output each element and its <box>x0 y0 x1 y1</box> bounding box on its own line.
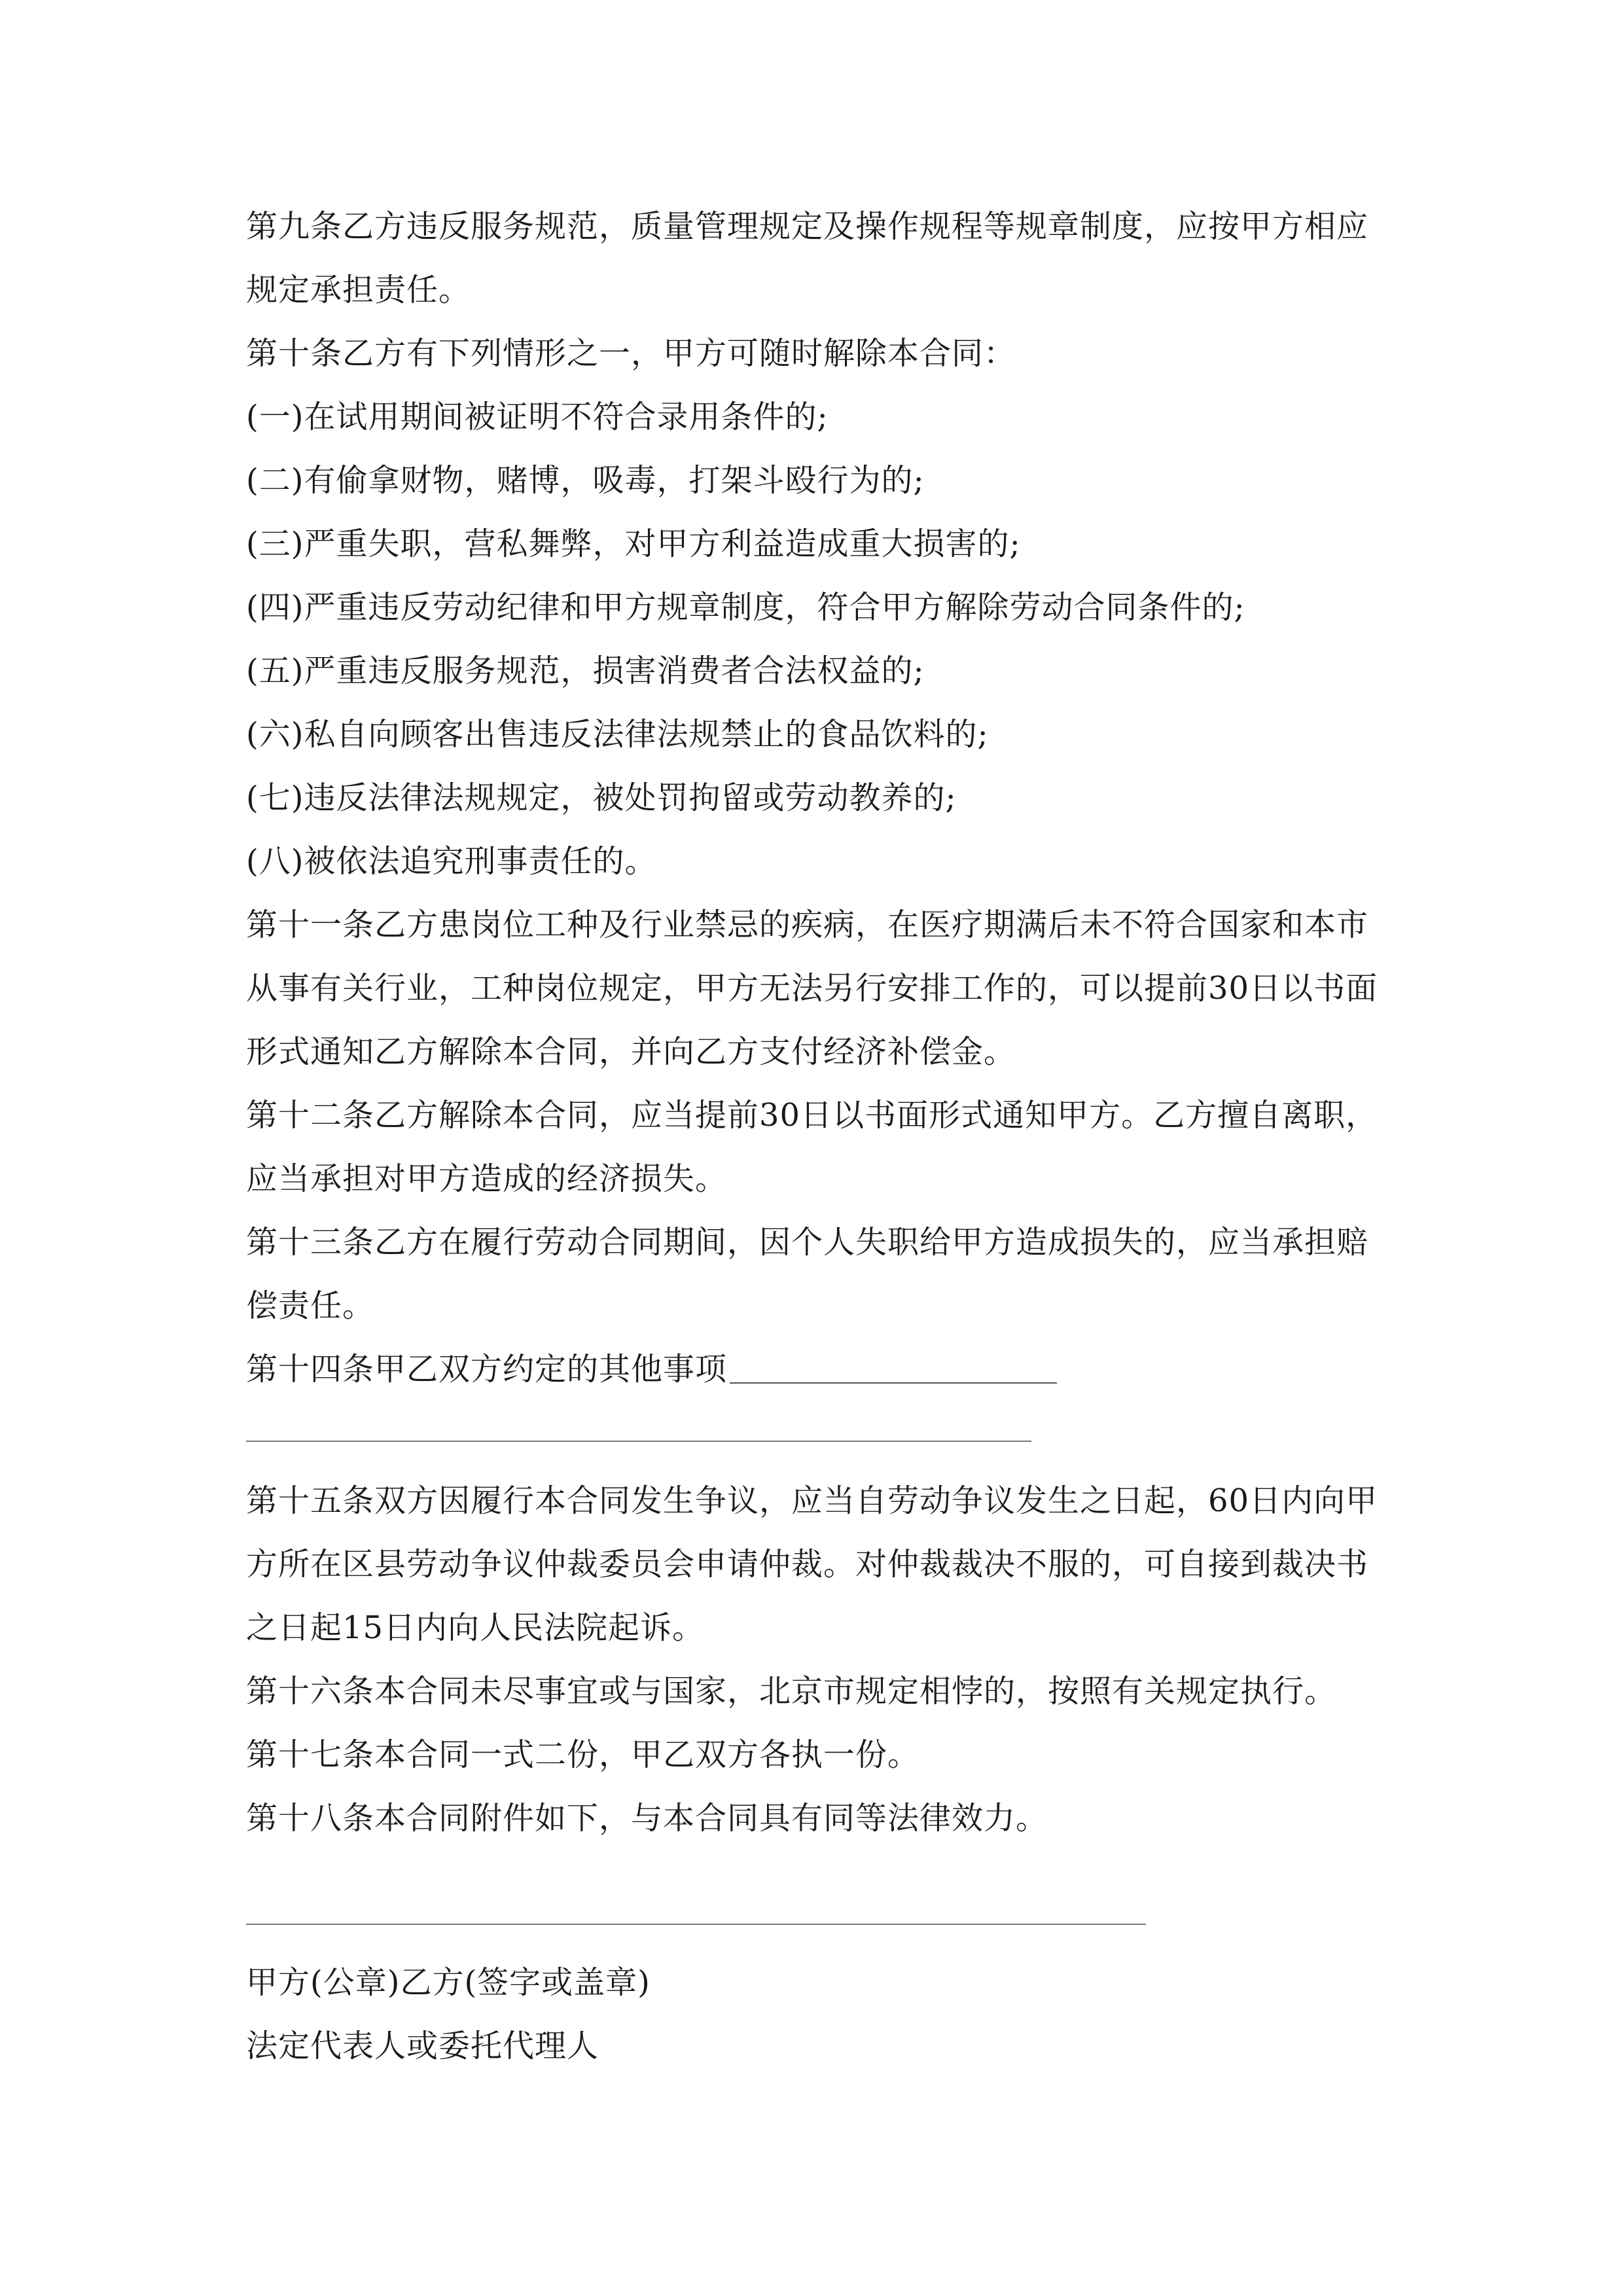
attachments-blank-line <box>246 1924 1146 1925</box>
signature-parties: 甲方(公章)乙方(签字或盖章) <box>246 1964 651 2001</box>
article-10-item-6: (六)私自向顾客出售违反法律法规禁止的食品饮料的; <box>246 716 989 753</box>
legal-representative: 法定代表人或委托代理人 <box>246 2028 599 2064</box>
article-9: 第九条乙方违反服务规范，质量管理规定及操作规程等规章制度，应按甲方相应规定承担责任。 <box>246 208 1369 308</box>
article-15: 第十五条双方因履行本合同发生争议，应当自劳动争议发生之日起，60日内向甲方所在区县劳动争议仲裁委员会申请仲裁。对仲裁裁决不服的，可自接到裁决书之日起15日内向人民法院起诉。 <box>246 1482 1378 1646</box>
article-10-item-3: (三)严重失职，营私舞弊，对甲方利益造成重大损害的; <box>246 526 1021 562</box>
article-14-text: 第十四条甲乙双方约定的其他事项 <box>246 1351 728 1388</box>
article-13: 第十三条乙方在履行劳动合同期间，因个人失职给甲方造成损失的，应当承担赔偿责任。 <box>246 1224 1369 1324</box>
article-12: 第十二条乙方解除本合同，应当提前30日以书面形式通知甲方。乙方擅自离职，应当承担对甲方造成的经济损失。 <box>246 1097 1378 1197</box>
article-17: 第十七条本合同一式二份，甲乙双方各执一份。 <box>246 1736 920 1773</box>
article-14 <box>246 1338 1391 1401</box>
article-10-item-7: (七)违反法律法规规定，被处罚拘留或劳动教养的; <box>246 780 957 816</box>
article-10-item-8: (八)被依法追究刑事责任的。 <box>246 843 657 880</box>
article-14-blank-line <box>730 1382 1057 1384</box>
article-10-item-4: (四)严重违反劳动纪律和甲方规章制度，符合甲方解除劳动合同条件的; <box>246 589 1245 626</box>
article-18: 第十八条本合同附件如下，与本合同具有同等法律效力。 <box>246 1800 1048 1837</box>
article-10: 第十条乙方有下列情形之一，甲方可随时解除本合同： <box>246 335 1016 372</box>
article-10-item-5: (五)严重违反服务规范，损害消费者合法权益的; <box>246 653 925 689</box>
article-10-item-1: (一)在试用期间被证明不符合录用条件的; <box>246 399 829 435</box>
other-matters-blank-line <box>246 1441 1031 1442</box>
article-11: 第十一条乙方患岗位工种及行业禁忌的疾病，在医疗期满后未不符合国家和本市从事有关行业，工种岗位规定，甲方无法另行安排工作的，可以提前30日以书面形式通知乙方解除本合同，并向乙方支付经济补偿金。 <box>246 906 1378 1070</box>
article-10-item-2: (二)有偷拿财物，赌博，吸毒，打架斗殴行为的; <box>246 462 925 499</box>
contract-body <box>246 195 1391 2078</box>
article-16: 第十六条本合同未尽事宜或与国家，北京市规定相悖的，按照有关规定执行。 <box>246 1673 1337 1710</box>
